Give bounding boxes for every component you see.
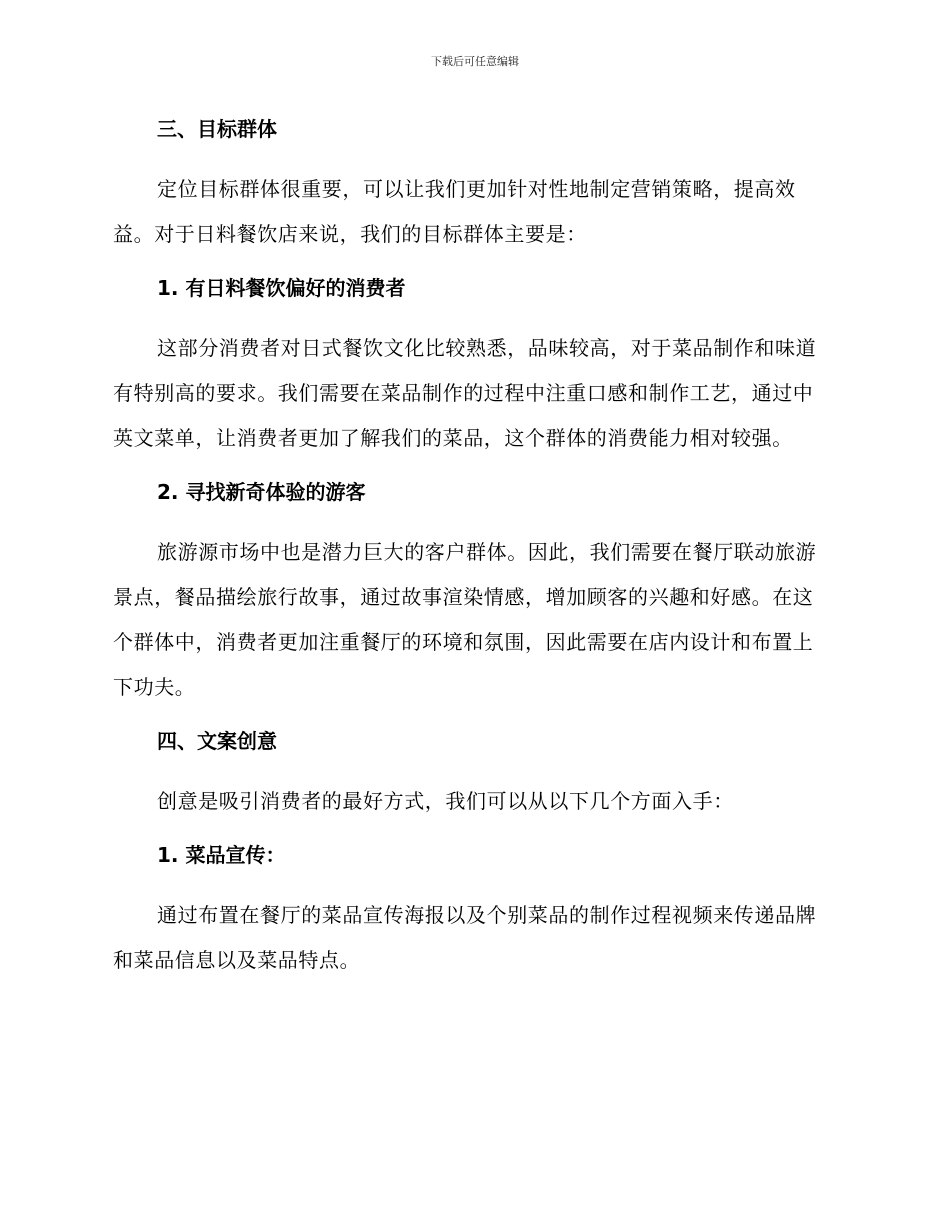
paragraph-target-groups-intro: 定位目标群体很重要，可以让我们更加针对性地制定营销策略，提高效益。对于日料餐饮店来说，我们的目标群体主要是： [113, 177, 796, 246]
paragraph-novelty-tourists: 旅游源市场中也是潜力巨大的客户群体。因此，我们需要在餐厅联动旅游景点，餐品描绘旅行故事，通过故事渲染情感，增加顾客的兴趣和好感。在这个群体中，消费者更加注重餐厅的环境和氛围，因此需要在店内设计和布置上下功夫。 [113, 540, 817, 699]
subheading-dish-promotion: 1. 菜品宣传： [157, 843, 286, 867]
paragraph-copy-ideas-intro: 创意是吸引消费者的最好方式，我们可以从以下几个方面入手： [157, 789, 734, 813]
subheading-japanese-food-lovers: 1. 有日料餐饮偏好的消费者 [157, 276, 406, 300]
document-body [113, 112, 831, 983]
paragraph-dish-promotion: 通过布置在餐厅的菜品宣传海报以及个别菜品的制作过程视频来传递品牌和菜品信息以及菜品特点。 [113, 903, 817, 972]
page-header: 下载后可任意编辑 [431, 55, 519, 68]
paragraph-japanese-food-lovers: 这部分消费者对日式餐饮文化比较熟悉，品味较高，对于菜品制作和味道有特别高的要求。我们需要在菜品制作的过程中注重口感和制作工艺，通过中英文菜单，让消费者更加了解我们的菜品，这个群体的消费能力相对较强。 [113, 336, 817, 450]
section-heading-copy-ideas: 四、文案创意 [157, 729, 277, 753]
subheading-novelty-tourists: 2. 寻找新奇体验的游客 [157, 480, 366, 504]
section-heading-target-groups: 三、目标群体 [157, 117, 277, 141]
